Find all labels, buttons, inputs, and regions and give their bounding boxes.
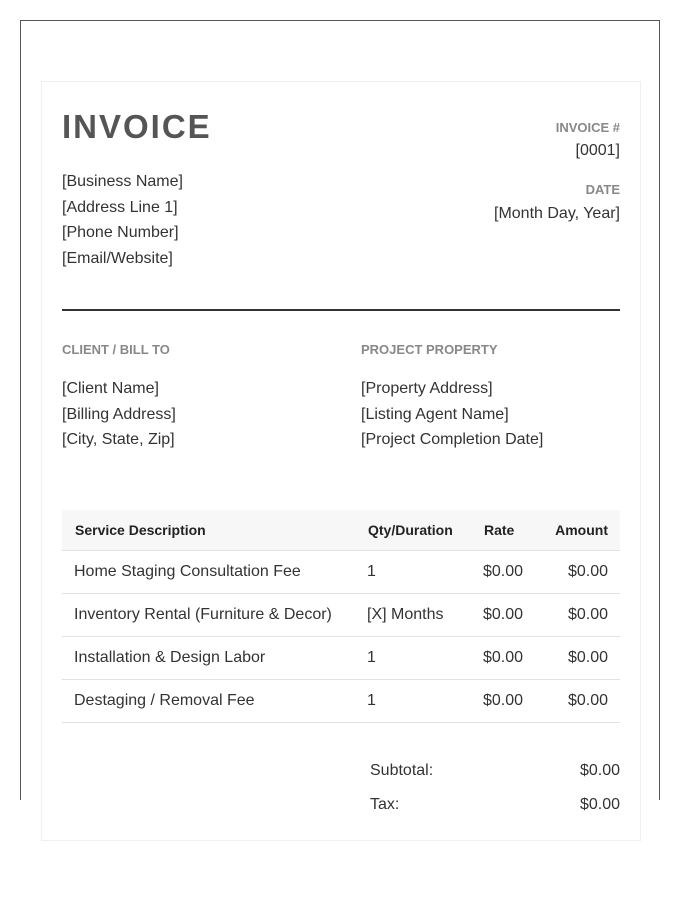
invoice-date-value: [Month Day, Year] (494, 205, 620, 222)
header-amount: Amount (541, 510, 620, 551)
client-name: [Client Name] (62, 380, 159, 397)
header-qty-duration: Qty/Duration (355, 510, 471, 551)
business-email: [Email/Website] (62, 250, 173, 267)
subtotal-label: Subtotal: (370, 762, 434, 779)
tax-value: $0.00 (579, 796, 620, 813)
table-row (62, 680, 620, 723)
service-amount: $0.00 (541, 551, 620, 594)
service-amount: $0.00 (541, 594, 620, 637)
subtotal-value: $0.00 (579, 762, 620, 779)
service-amount: $0.00 (541, 680, 620, 723)
service-rate: $0.00 (471, 680, 541, 723)
tax-label: Tax: (370, 796, 400, 813)
project-completion-date: [Project Completion Date] (361, 431, 544, 448)
invoice-number-value: [0001] (575, 142, 620, 159)
service-rate: $0.00 (471, 551, 541, 594)
client-billing-address: [Billing Address] (62, 406, 176, 423)
project-listing-agent: [Listing Agent Name] (361, 406, 509, 423)
service-description: Destaging / Removal Fee (62, 680, 355, 723)
service-qty: 1 (355, 637, 471, 680)
table-row (62, 637, 620, 680)
service-rate: $0.00 (471, 637, 541, 680)
document-frame (20, 20, 660, 813)
service-qty: [X] Months (355, 594, 471, 637)
project-section-label: PROJECT PROPERTY (361, 342, 498, 357)
project-property-address: [Property Address] (361, 380, 493, 397)
services-table (62, 510, 620, 723)
header-service-description: Service Description (62, 510, 355, 551)
business-name: [Business Name] (62, 173, 183, 190)
header-divider (62, 309, 620, 311)
service-description: Installation & Design Labor (62, 637, 355, 680)
service-amount: $0.00 (541, 637, 620, 680)
invoice-title: INVOICE (62, 108, 212, 145)
table-row (62, 594, 620, 637)
business-phone: [Phone Number] (62, 224, 179, 241)
service-rate: $0.00 (471, 594, 541, 637)
service-qty: 1 (355, 680, 471, 723)
service-qty: 1 (355, 551, 471, 594)
invoice-sheet (41, 81, 641, 841)
invoice-number-label: INVOICE # (555, 120, 620, 135)
business-address: [Address Line 1] (62, 199, 178, 216)
invoice-date-label: DATE (585, 182, 620, 197)
table-header-row (62, 510, 620, 551)
client-city-state-zip: [City, State, Zip] (62, 431, 175, 448)
service-description: Home Staging Consultation Fee (62, 551, 355, 594)
header-rate: Rate (471, 510, 541, 551)
client-section-label: CLIENT / BILL TO (62, 342, 170, 357)
table-row (62, 551, 620, 594)
service-description: Inventory Rental (Furniture & Decor) (62, 594, 355, 637)
